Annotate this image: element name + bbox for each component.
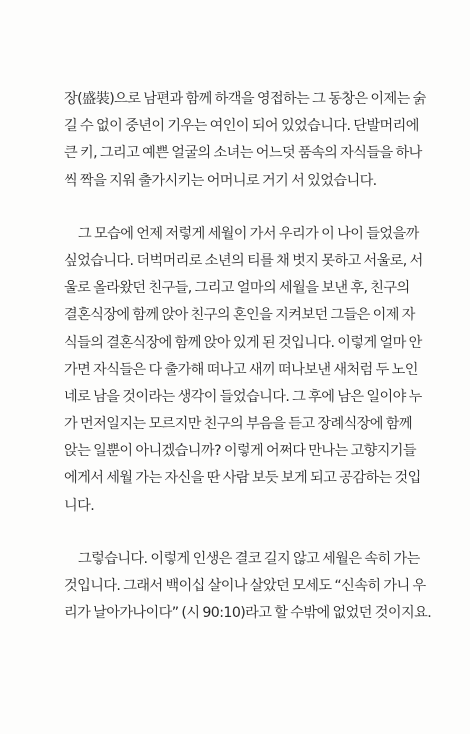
text-line: 길 수 없이 중년이 기우는 여인이 되어 있었습니다. 단발머리에	[64, 118, 419, 135]
text-line: 싶었습니다. 더벅머리로 소년의 티를 채 벗지 못하고 서울로, 서	[64, 252, 423, 269]
text-line: 네로 남을 것이라는 생각이 들었습니다. 그 후에 남은 일이야 누	[64, 388, 422, 405]
text-line: 가면 자식들은 다 출가해 떠나고 새끼 떠나보낸 새처럼 두 노인	[64, 361, 418, 378]
text-line: 큰 키, 그리고 예쁜 얼굴의 소녀는 어느덧 품속의 자식들을 하나	[64, 145, 422, 162]
paragraph-2	[64, 221, 426, 520]
text-line: 앉는 일뿐이 아니겠습니까? 이렇게 어쩌다 만나는 고향지기들	[64, 443, 417, 460]
text-line: 리가 날아가나이다” (시 90:10)라고 할 수밖에 없었던 것이지요.	[64, 605, 432, 622]
text-line: 것입니다. 그래서 백이십 살이나 살았던 모세도 “신속히 가니 우	[64, 578, 426, 594]
text-line: 씩 짝을 지워 출가시키는 어머니로 거기 서 있었습니다.	[64, 172, 377, 189]
paragraph-3	[64, 546, 432, 628]
text-line: 울로 올라왔던 친구들, 그리고 얼마의 세월을 보낸 후, 친구의	[64, 280, 410, 297]
paragraph-1	[64, 86, 426, 195]
text-line: 그렇습니다. 이렇게 인생은 결코 길지 않고 세월은 속히 가는	[78, 550, 420, 567]
text-line: 식들의 결혼식장에 함께 앉아 있게 된 것입니다. 이렇게 얼마 안	[64, 334, 422, 351]
text-line: 장(盛裝)으로 남편과 함께 하객을 영접하는 그 동창은 이제는 숡	[64, 91, 426, 107]
text-line: 결혼식장에 함께 앉아 친구의 혼인을 지켜보던 그들은 이제 자	[64, 307, 415, 324]
text-line: 에게서 세월 가는 자신을 딴 사람 보듯 보게 되고 공감하는 것입	[64, 470, 421, 487]
text-line: 니다.	[64, 497, 95, 514]
text-line: 그 모습에 언제 저렇게 세월이 가서 우리가 이 나이 들었을까	[78, 225, 419, 242]
text-line: 가 먼저일지는 모르지만 친구의 부음을 듣고 장례식장에 함께	[64, 416, 412, 433]
